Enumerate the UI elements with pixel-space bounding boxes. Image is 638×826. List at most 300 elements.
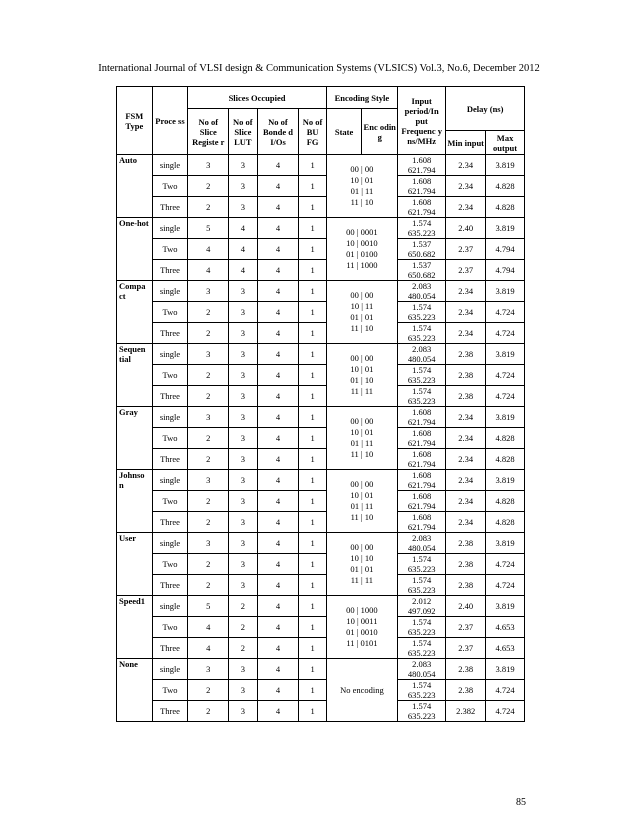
max-output-delay-cell: 4.724	[486, 680, 525, 701]
encoding-style-cell	[326, 596, 397, 659]
encoding-line: 01 | 0100	[346, 249, 378, 259]
bufg-cell: 1	[299, 344, 326, 365]
bufg-cell: 1	[299, 386, 326, 407]
min-input-delay-cell: 2.382	[446, 701, 486, 722]
encoding-line: 10 | 11	[350, 301, 374, 311]
table-row	[117, 533, 525, 554]
table-row	[117, 407, 525, 428]
min-input-delay-cell: 2.38	[446, 386, 486, 407]
bonded-ios-cell: 4	[257, 596, 299, 617]
encoding-line: 11 | 10	[350, 197, 374, 207]
min-input-delay-cell: 2.34	[446, 428, 486, 449]
input-period-value: 2.083	[412, 533, 432, 543]
bonded-ios-cell: 4	[257, 260, 299, 281]
input-frequency-value: 635.223	[407, 375, 436, 385]
input-period-value: 2.083	[412, 659, 432, 669]
bonded-ios-cell: 4	[257, 533, 299, 554]
encoding-line: 10 | 01	[350, 364, 374, 374]
encoding-style-cell	[326, 470, 397, 533]
header-bonded-ios: No of Bonde d I/Os	[257, 109, 299, 155]
input-period-cell	[398, 491, 446, 512]
fsm-type-cell: None	[117, 659, 153, 722]
header-delay: Delay (ns)	[446, 87, 525, 131]
slice-lut-cell: 2	[229, 638, 257, 659]
slice-lut-cell: 3	[229, 680, 257, 701]
table-body	[117, 155, 525, 722]
max-output-delay-cell: 4.724	[486, 386, 525, 407]
bufg-cell: 1	[299, 428, 326, 449]
min-input-delay-cell: 2.34	[446, 407, 486, 428]
input-period-cell	[398, 344, 446, 365]
encoding-style-cell	[326, 533, 397, 596]
slice-registers-cell: 2	[188, 575, 229, 596]
table-row	[117, 239, 525, 260]
process-cell: Two	[152, 554, 188, 575]
input-period-value: 1.608	[412, 470, 432, 480]
bufg-cell: 1	[299, 596, 326, 617]
max-output-delay-cell: 4.828	[486, 176, 525, 197]
min-input-delay-cell: 2.38	[446, 533, 486, 554]
bufg-cell: 1	[299, 176, 326, 197]
encoding-line: 00 | 00	[350, 353, 374, 363]
process-cell: single	[152, 155, 188, 176]
slice-lut-cell: 3	[229, 302, 257, 323]
bufg-cell: 1	[299, 218, 326, 239]
input-frequency-value: 621.794	[407, 165, 436, 175]
bonded-ios-cell: 4	[257, 239, 299, 260]
min-input-delay-cell: 2.34	[446, 281, 486, 302]
slice-lut-cell: 3	[229, 197, 257, 218]
slice-registers-cell: 2	[188, 365, 229, 386]
min-input-delay-cell: 2.40	[446, 596, 486, 617]
slice-lut-cell: 3	[229, 554, 257, 575]
input-period-cell	[398, 449, 446, 470]
slice-registers-cell: 3	[188, 281, 229, 302]
header-encoding-style: Encoding Style	[326, 87, 397, 109]
max-output-delay-cell: 4.828	[486, 512, 525, 533]
max-output-delay-cell: 3.819	[486, 596, 525, 617]
input-period-cell	[398, 512, 446, 533]
bonded-ios-cell: 4	[257, 302, 299, 323]
slice-lut-cell: 3	[229, 176, 257, 197]
input-period-cell	[398, 617, 446, 638]
bonded-ios-cell: 4	[257, 575, 299, 596]
slice-lut-cell: 3	[229, 491, 257, 512]
process-cell: Two	[152, 617, 188, 638]
min-input-delay-cell: 2.38	[446, 575, 486, 596]
max-output-delay-cell: 4.828	[486, 428, 525, 449]
encoding-line: 10 | 01	[350, 175, 374, 185]
process-cell: Two	[152, 491, 188, 512]
fsm-type-cell: User	[117, 533, 153, 596]
input-period-value: 1.537	[412, 239, 432, 249]
bufg-cell: 1	[299, 260, 326, 281]
input-frequency-value: 650.682	[407, 270, 436, 280]
table-row	[117, 344, 525, 365]
max-output-delay-cell: 4.724	[486, 365, 525, 386]
encoding-line: 10 | 0010	[346, 238, 378, 248]
process-cell: Three	[152, 386, 188, 407]
encoding-line: 11 | 10	[350, 323, 374, 333]
max-output-delay-cell: 3.819	[486, 218, 525, 239]
header-slices-occupied: Slices Occupied	[188, 87, 326, 109]
min-input-delay-cell: 2.34	[446, 512, 486, 533]
process-cell: single	[152, 281, 188, 302]
max-output-delay-cell: 4.724	[486, 302, 525, 323]
process-cell: Three	[152, 638, 188, 659]
fsm-type-cell: Auto	[117, 155, 153, 218]
header-fsm-type: FSM Type	[117, 87, 153, 155]
encoding-line: 01 | 01	[350, 312, 374, 322]
slice-registers-cell: 3	[188, 344, 229, 365]
bonded-ios-cell: 4	[257, 323, 299, 344]
min-input-delay-cell: 2.38	[446, 344, 486, 365]
process-cell: single	[152, 533, 188, 554]
table-row	[117, 281, 525, 302]
input-period-value: 1.608	[412, 449, 432, 459]
process-cell: single	[152, 470, 188, 491]
slice-registers-cell: 2	[188, 176, 229, 197]
slice-lut-cell: 2	[229, 617, 257, 638]
min-input-delay-cell: 2.34	[446, 491, 486, 512]
slice-registers-cell: 3	[188, 533, 229, 554]
min-input-delay-cell: 2.34	[446, 155, 486, 176]
input-frequency-value: 635.223	[407, 312, 436, 322]
bonded-ios-cell: 4	[257, 344, 299, 365]
input-period-value: 1.608	[412, 512, 432, 522]
encoding-line: 00 | 00	[350, 290, 374, 300]
input-frequency-value: 621.794	[407, 186, 436, 196]
encoding-line: 10 | 0011	[346, 616, 378, 626]
slice-lut-cell: 3	[229, 428, 257, 449]
bufg-cell: 1	[299, 554, 326, 575]
input-period-cell	[398, 701, 446, 722]
min-input-delay-cell: 2.40	[446, 218, 486, 239]
slice-registers-cell: 2	[188, 701, 229, 722]
input-period-value: 1.574	[412, 365, 432, 375]
input-period-cell	[398, 302, 446, 323]
max-output-delay-cell: 4.724	[486, 554, 525, 575]
fsm-type-cell: Speed1	[117, 596, 153, 659]
encoding-line: 11 | 0101	[346, 638, 378, 648]
bonded-ios-cell: 4	[257, 470, 299, 491]
slice-registers-cell: 5	[188, 218, 229, 239]
header-slice-registers: No of Slice Registe r	[188, 109, 229, 155]
bonded-ios-cell: 4	[257, 386, 299, 407]
slice-lut-cell: 3	[229, 323, 257, 344]
process-cell: Two	[152, 176, 188, 197]
input-period-value: 1.608	[412, 176, 432, 186]
table-row	[117, 596, 525, 617]
bonded-ios-cell: 4	[257, 197, 299, 218]
input-period-cell	[398, 323, 446, 344]
slice-registers-cell: 2	[188, 680, 229, 701]
max-output-delay-cell: 4.794	[486, 260, 525, 281]
encoding-line: 01 | 0010	[346, 627, 378, 637]
slice-lut-cell: 4	[229, 239, 257, 260]
process-cell: single	[152, 218, 188, 239]
table-row	[117, 218, 525, 239]
journal-header: International Journal of VLSI design & Communication Systems (VLSICS) Vol.3, No.6, December 2012	[98, 63, 540, 74]
input-frequency-value: 621.794	[407, 459, 436, 469]
bonded-ios-cell: 4	[257, 407, 299, 428]
encoding-line: 00 | 00	[350, 416, 374, 426]
fsm-type-cell: Sequen tial	[117, 344, 153, 407]
input-period-cell	[398, 239, 446, 260]
process-cell: single	[152, 344, 188, 365]
fsm-type-cell: Compa ct	[117, 281, 153, 344]
header-state: State	[326, 109, 362, 155]
slice-lut-cell: 3	[229, 344, 257, 365]
input-period-value: 1.574	[412, 680, 432, 690]
encoding-line: 01 | 11	[350, 438, 374, 448]
encoding-line: 11 | 11	[350, 386, 374, 396]
input-period-value: 2.083	[412, 344, 432, 354]
input-frequency-value: 480.054	[407, 543, 436, 553]
process-cell: Three	[152, 449, 188, 470]
slice-lut-cell: 3	[229, 449, 257, 470]
slice-lut-cell: 3	[229, 701, 257, 722]
input-period-cell	[398, 281, 446, 302]
fsm-type-cell: Gray	[117, 407, 153, 470]
slice-lut-cell: 3	[229, 512, 257, 533]
input-period-cell	[398, 533, 446, 554]
input-period-value: 1.574	[412, 218, 432, 228]
input-period-value: 1.608	[412, 428, 432, 438]
encoding-line: 00 | 0001	[346, 227, 378, 237]
max-output-delay-cell: 4.794	[486, 239, 525, 260]
min-input-delay-cell: 2.34	[446, 323, 486, 344]
encoding-line: 01 | 01	[350, 564, 374, 574]
input-frequency-value: 480.054	[407, 669, 436, 679]
encoding-line: 00 | 00	[350, 542, 374, 552]
slice-lut-cell: 3	[229, 533, 257, 554]
process-cell: Three	[152, 512, 188, 533]
slice-lut-cell: 3	[229, 407, 257, 428]
input-frequency-value: 635.223	[407, 564, 436, 574]
bufg-cell: 1	[299, 701, 326, 722]
slice-lut-cell: 2	[229, 596, 257, 617]
input-period-cell	[398, 680, 446, 701]
input-frequency-value: 621.794	[407, 417, 436, 427]
table-row	[117, 176, 525, 197]
bufg-cell: 1	[299, 365, 326, 386]
table-row	[117, 575, 525, 596]
max-output-delay-cell: 4.653	[486, 638, 525, 659]
slice-registers-cell: 2	[188, 554, 229, 575]
slice-registers-cell: 3	[188, 659, 229, 680]
bonded-ios-cell: 4	[257, 218, 299, 239]
bufg-cell: 1	[299, 680, 326, 701]
table-row	[117, 680, 525, 701]
encoding-line: 01 | 11	[350, 186, 374, 196]
min-input-delay-cell: 2.37	[446, 617, 486, 638]
input-period-value: 1.574	[412, 701, 432, 711]
input-period-cell	[398, 155, 446, 176]
min-input-delay-cell: 2.34	[446, 449, 486, 470]
table-row	[117, 617, 525, 638]
slice-lut-cell: 3	[229, 575, 257, 596]
fsm-type-cell: One-hot	[117, 218, 153, 281]
bonded-ios-cell: 4	[257, 176, 299, 197]
slice-registers-cell: 4	[188, 638, 229, 659]
max-output-delay-cell: 4.724	[486, 701, 525, 722]
max-output-delay-cell: 4.724	[486, 575, 525, 596]
input-frequency-value: 621.794	[407, 480, 436, 490]
bonded-ios-cell: 4	[257, 554, 299, 575]
bufg-cell: 1	[299, 659, 326, 680]
process-cell: single	[152, 659, 188, 680]
max-output-delay-cell: 3.819	[486, 281, 525, 302]
max-output-delay-cell: 4.828	[486, 491, 525, 512]
min-input-delay-cell: 2.38	[446, 554, 486, 575]
slice-registers-cell: 2	[188, 197, 229, 218]
process-cell: Three	[152, 323, 188, 344]
table-row	[117, 155, 525, 176]
encoding-line: 11 | 10	[350, 512, 374, 522]
input-period-value: 1.574	[412, 323, 432, 333]
bonded-ios-cell: 4	[257, 701, 299, 722]
encoding-style-cell	[326, 407, 397, 470]
input-period-cell	[398, 428, 446, 449]
min-input-delay-cell: 2.37	[446, 260, 486, 281]
encoding-line: 00 | 00	[350, 479, 374, 489]
slice-lut-cell: 4	[229, 218, 257, 239]
input-period-cell	[398, 218, 446, 239]
bonded-ios-cell: 4	[257, 659, 299, 680]
max-output-delay-cell: 3.819	[486, 344, 525, 365]
header-bufg: No of BU FG	[299, 109, 326, 155]
encoding-line: 11 | 10	[350, 449, 374, 459]
header-encoding: Enc odin g	[362, 109, 398, 155]
input-period-cell	[398, 596, 446, 617]
input-frequency-value: 635.223	[407, 585, 436, 595]
input-frequency-value: 635.223	[407, 396, 436, 406]
slice-lut-cell: 3	[229, 155, 257, 176]
bufg-cell: 1	[299, 617, 326, 638]
bonded-ios-cell: 4	[257, 491, 299, 512]
fsm-results-table	[116, 86, 525, 722]
bufg-cell: 1	[299, 491, 326, 512]
process-cell: Three	[152, 260, 188, 281]
header-max-output: Max output	[486, 131, 525, 155]
min-input-delay-cell: 2.34	[446, 176, 486, 197]
process-cell: Three	[152, 575, 188, 596]
input-period-cell	[398, 407, 446, 428]
slice-lut-cell: 4	[229, 260, 257, 281]
process-cell: Three	[152, 701, 188, 722]
min-input-delay-cell: 2.38	[446, 659, 486, 680]
input-frequency-value: 480.054	[407, 354, 436, 364]
table-row	[117, 302, 525, 323]
bufg-cell: 1	[299, 470, 326, 491]
slice-registers-cell: 4	[188, 260, 229, 281]
encoding-line: No encoding	[340, 684, 384, 695]
bufg-cell: 1	[299, 197, 326, 218]
slice-registers-cell: 2	[188, 491, 229, 512]
min-input-delay-cell: 2.34	[446, 302, 486, 323]
header-min-input: Min input	[446, 131, 486, 155]
input-period-cell	[398, 260, 446, 281]
input-period-cell	[398, 554, 446, 575]
input-period-value: 1.608	[412, 491, 432, 501]
input-frequency-value: 635.223	[407, 333, 436, 343]
input-period-cell	[398, 365, 446, 386]
header-slice-lut: No of Slice LUT	[229, 109, 257, 155]
input-frequency-value: 635.223	[407, 711, 436, 721]
bufg-cell: 1	[299, 239, 326, 260]
fsm-type-cell: Johnso n	[117, 470, 153, 533]
bufg-cell: 1	[299, 302, 326, 323]
input-frequency-value: 621.794	[407, 207, 436, 217]
bufg-cell: 1	[299, 407, 326, 428]
input-period-value: 2.083	[412, 281, 432, 291]
slice-registers-cell: 3	[188, 155, 229, 176]
bufg-cell: 1	[299, 281, 326, 302]
table-row	[117, 428, 525, 449]
input-period-value: 2.012	[412, 596, 432, 606]
encoding-line: 10 | 01	[350, 490, 374, 500]
process-cell: Two	[152, 365, 188, 386]
encoding-line: 01 | 10	[350, 375, 374, 385]
input-frequency-value: 621.794	[407, 438, 436, 448]
bufg-cell: 1	[299, 533, 326, 554]
encoding-style-cell	[326, 155, 397, 218]
input-period-value: 1.574	[412, 638, 432, 648]
slice-registers-cell: 5	[188, 596, 229, 617]
max-output-delay-cell: 3.819	[486, 659, 525, 680]
process-cell: Two	[152, 680, 188, 701]
min-input-delay-cell: 2.37	[446, 239, 486, 260]
min-input-delay-cell: 2.34	[446, 197, 486, 218]
slice-registers-cell: 4	[188, 617, 229, 638]
input-frequency-value: 480.054	[407, 291, 436, 301]
table-row	[117, 365, 525, 386]
slice-registers-cell: 2	[188, 386, 229, 407]
encoding-line: 00 | 00	[350, 164, 374, 174]
input-period-value: 1.574	[412, 554, 432, 564]
input-frequency-value: 635.223	[407, 627, 436, 637]
slice-lut-cell: 3	[229, 386, 257, 407]
input-period-value: 1.537	[412, 260, 432, 270]
table-row	[117, 638, 525, 659]
input-period-value: 1.608	[412, 407, 432, 417]
bonded-ios-cell: 4	[257, 155, 299, 176]
page-number: 85	[516, 797, 526, 808]
min-input-delay-cell: 2.37	[446, 638, 486, 659]
max-output-delay-cell: 3.819	[486, 407, 525, 428]
slice-lut-cell: 3	[229, 659, 257, 680]
slice-registers-cell: 3	[188, 470, 229, 491]
slice-registers-cell: 2	[188, 302, 229, 323]
input-period-cell	[398, 659, 446, 680]
max-output-delay-cell: 4.653	[486, 617, 525, 638]
encoding-line: 11 | 1000	[346, 260, 378, 270]
input-period-cell	[398, 176, 446, 197]
bonded-ios-cell: 4	[257, 617, 299, 638]
bonded-ios-cell: 4	[257, 638, 299, 659]
slice-registers-cell: 4	[188, 239, 229, 260]
max-output-delay-cell: 3.819	[486, 155, 525, 176]
input-period-value: 1.608	[412, 197, 432, 207]
input-frequency-value: 635.223	[407, 228, 436, 238]
input-period-value: 1.574	[412, 386, 432, 396]
table-row	[117, 197, 525, 218]
slice-registers-cell: 2	[188, 449, 229, 470]
max-output-delay-cell: 4.724	[486, 323, 525, 344]
table-row	[117, 449, 525, 470]
bonded-ios-cell: 4	[257, 428, 299, 449]
